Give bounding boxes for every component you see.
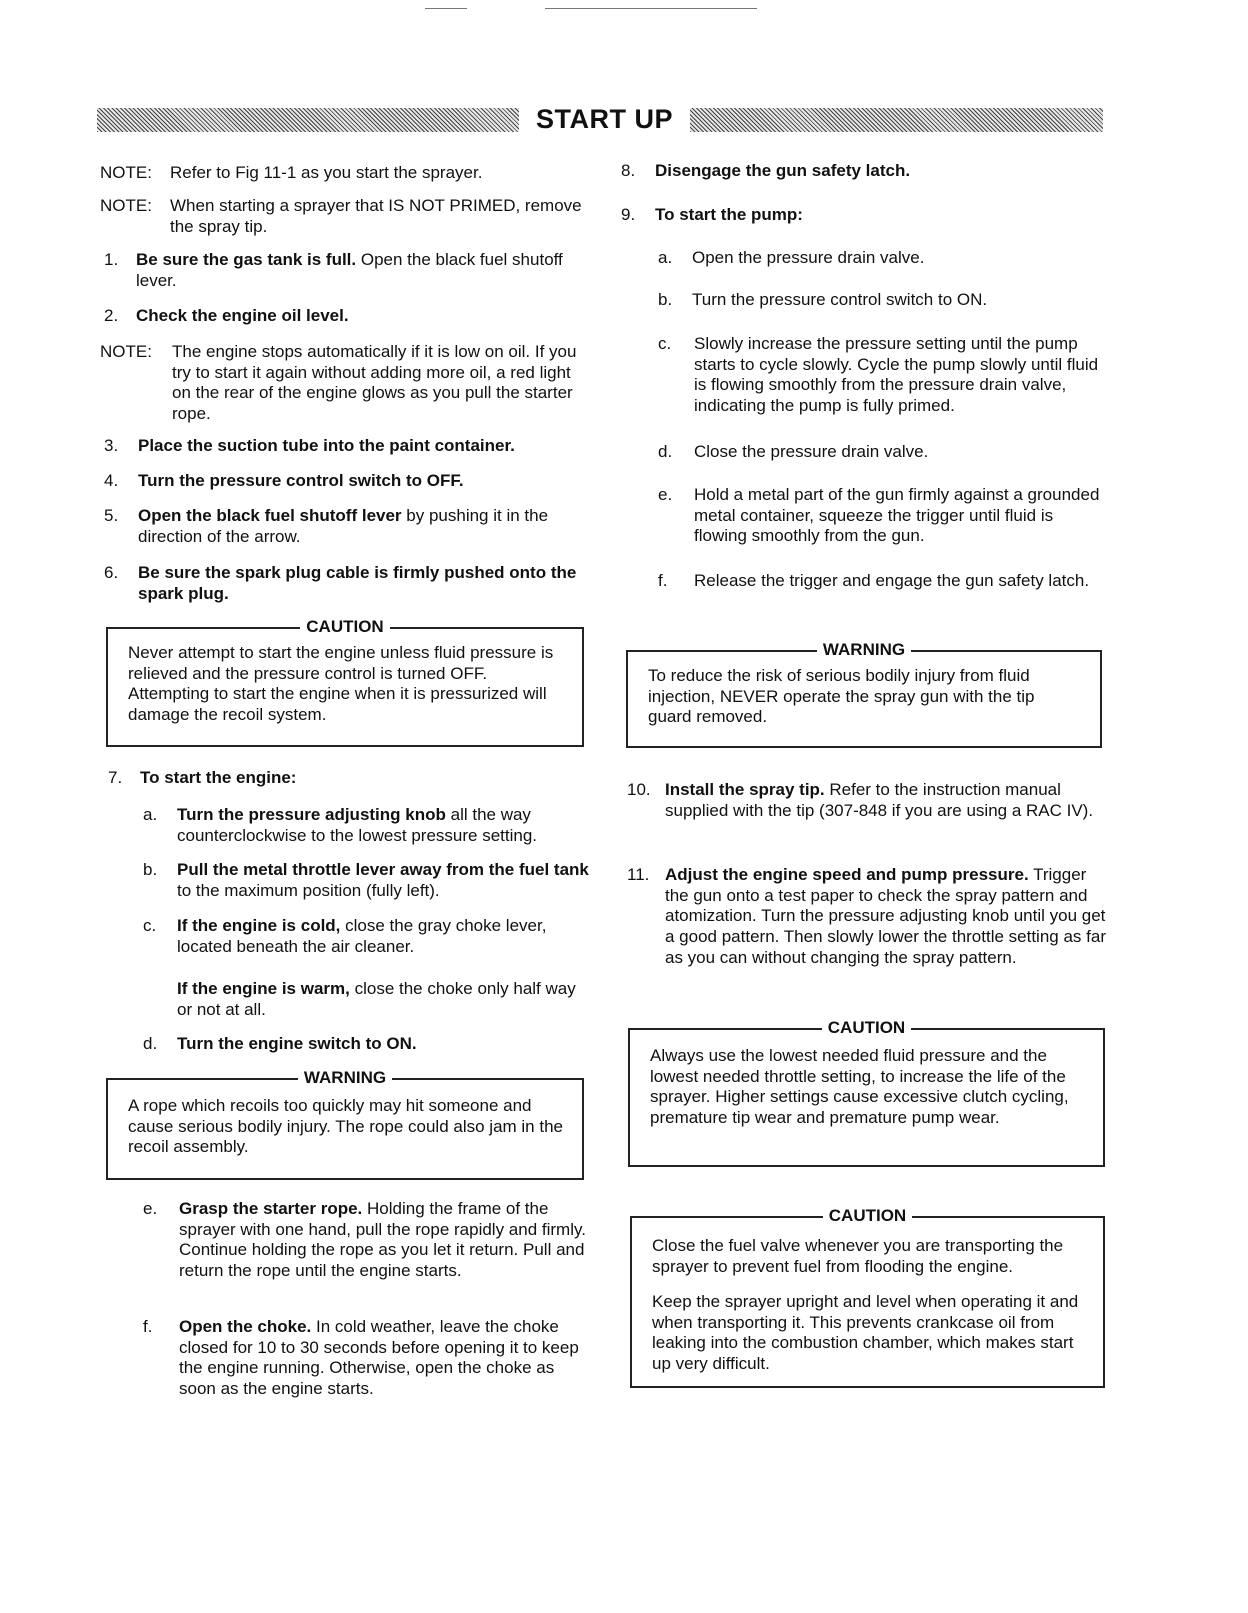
step-1 bbox=[104, 250, 590, 291]
hatch-left bbox=[97, 108, 519, 132]
step-letter: e. bbox=[658, 485, 673, 504]
step-letter: a. bbox=[143, 805, 158, 824]
step-text: Holding the frame of the sprayer with one hand, pull the rope rapidly and firmly. Continue holding the rope as you let it return. Pull and return the rope until the engine starts. bbox=[179, 1199, 586, 1281]
step-bold: Turn the pressure adjusting knob bbox=[177, 805, 446, 824]
step-number: 6. bbox=[104, 563, 119, 582]
step-bold: Check the engine oil level. bbox=[136, 306, 349, 325]
caution-title: CAUTION bbox=[822, 1018, 911, 1037]
step-7 bbox=[108, 768, 590, 789]
caution-box-3 bbox=[630, 1206, 1105, 1388]
step-text: Turn the pressure control switch to ON. bbox=[692, 290, 988, 309]
step-7c bbox=[143, 916, 593, 957]
warning-text: To reduce the risk of serious bodily injury from fluid injection, NEVER operate the spray gun with the tip guard removed. bbox=[648, 666, 1035, 727]
caution-text: Always use the lowest needed fluid pressure and the lowest needed throttle setting, to increase the life of the sprayer. Higher settings cause excessive clutch cycling, premature tip wear and premature pump wear. bbox=[650, 1046, 1069, 1128]
header-rule-2 bbox=[545, 8, 757, 9]
step-bold: Pull the metal throttle lever away from the fuel tank bbox=[177, 860, 589, 879]
step-9 bbox=[621, 205, 1111, 226]
caution-box-1 bbox=[106, 617, 584, 747]
step-text: by pushing it in the direction of the arrow. bbox=[138, 506, 549, 546]
step-text: Open the black fuel shutoff lever. bbox=[136, 250, 563, 290]
step-3 bbox=[104, 436, 590, 457]
step-text: Trigger the gun onto a test paper to check the spray pattern and atomization. Turn the pressure adjusting knob until you get a good pattern. Then slowly lower the throttle setting as far as you can without changing the spray pattern. bbox=[665, 865, 1106, 967]
step-4 bbox=[104, 471, 590, 492]
caution-title: CAUTION bbox=[300, 617, 389, 636]
step-text: Release the trigger and engage the gun safety latch. bbox=[694, 571, 1090, 590]
step-7f bbox=[143, 1317, 595, 1400]
step-7b bbox=[143, 860, 593, 901]
step-6 bbox=[104, 563, 590, 604]
step-bold: Install the spray tip. bbox=[665, 780, 825, 799]
step-bold: Turn the pressure control switch to OFF. bbox=[138, 471, 464, 490]
step-number: 11. bbox=[627, 865, 650, 884]
step-bold: Open the choke. bbox=[179, 1317, 312, 1336]
step-7e bbox=[143, 1199, 595, 1282]
step-number: 9. bbox=[621, 205, 636, 224]
step-letter: b. bbox=[658, 290, 673, 309]
step-bold: Turn the engine switch to ON. bbox=[177, 1034, 417, 1053]
step-bold: If the engine is warm, bbox=[177, 979, 350, 998]
warning-text: A rope which recoils too quickly may hit someone and cause serious bodily injury. The rope could also jam in the recoil assembly. bbox=[128, 1096, 563, 1157]
step-letter: e. bbox=[143, 1199, 158, 1218]
step-7a bbox=[143, 805, 593, 846]
step-letter: b. bbox=[143, 860, 158, 879]
note-label: NOTE: bbox=[100, 196, 152, 215]
header-rule-1 bbox=[425, 8, 467, 9]
step-9d bbox=[658, 442, 1110, 463]
step-bold: Be sure the spark plug cable is firmly pushed onto the spark plug. bbox=[138, 563, 577, 603]
warning-title: WARNING bbox=[298, 1068, 392, 1087]
step-text: Open the pressure drain valve. bbox=[692, 248, 925, 267]
note-text: The engine stops automatically if it is low on oil. If you try to start it again without adding more oil, a red light on the rear of the engine glows as you pull the starter rope. bbox=[172, 342, 577, 424]
step-text: In cold weather, leave the choke closed for 10 to 30 seconds before opening it to keep the engine running. Otherwise, open the choke as soon as the engine starts. bbox=[179, 1317, 579, 1399]
step-letter: a. bbox=[658, 248, 673, 267]
step-bold: Disengage the gun safety latch. bbox=[655, 161, 911, 180]
step-number: 4. bbox=[104, 471, 119, 490]
step-bold: Adjust the engine speed and pump pressure. bbox=[665, 865, 1029, 884]
caution-text-1: Close the fuel valve whenever you are transporting the sprayer to prevent fuel from flooding the engine. bbox=[652, 1236, 1064, 1276]
note-2 bbox=[100, 196, 590, 237]
step-7c-warm bbox=[177, 979, 593, 1020]
step-letter: c. bbox=[143, 916, 157, 935]
note-label: NOTE: bbox=[100, 342, 152, 361]
step-letter: d. bbox=[143, 1034, 158, 1053]
caution-text-2: Keep the sprayer upright and level when operating it and when transporting it. This prevents crankcase oil from leaking into the combustion chamber, which makes start up very difficult. bbox=[652, 1292, 1079, 1374]
note-text: When starting a sprayer that IS NOT PRIMED, remove the spray tip. bbox=[170, 196, 582, 236]
note-label: NOTE: bbox=[100, 163, 152, 182]
step-number: 10. bbox=[627, 780, 651, 799]
step-number: 2. bbox=[104, 306, 119, 325]
step-letter: c. bbox=[658, 334, 672, 353]
caution-title: CAUTION bbox=[823, 1206, 912, 1225]
step-bold: To start the pump: bbox=[655, 205, 803, 224]
step-text: close the gray choke lever, located beneath the air cleaner. bbox=[177, 916, 547, 956]
step-9b bbox=[658, 290, 1110, 311]
step-text: Slowly increase the pressure setting until the pump starts to cycle slowly. Cycle the pump slowly until fluid is flowing smoothly from the pressure drain valve, indicating the pump is fully primed. bbox=[694, 334, 1099, 416]
step-bold: Open the black fuel shutoff lever bbox=[138, 506, 402, 525]
step-text: to the maximum position (fully left). bbox=[177, 880, 440, 900]
section-header bbox=[0, 104, 1248, 134]
step-text: all the way counterclockwise to the lowest pressure setting. bbox=[177, 805, 538, 845]
step-bold: To start the engine: bbox=[140, 768, 297, 787]
step-8 bbox=[621, 161, 1111, 182]
step-2 bbox=[104, 306, 590, 327]
step-number: 1. bbox=[104, 250, 119, 269]
step-letter: f. bbox=[143, 1317, 153, 1336]
note-3 bbox=[100, 342, 590, 425]
step-text: Close the pressure drain valve. bbox=[694, 442, 929, 461]
warning-box-1 bbox=[106, 1068, 584, 1180]
warning-title: WARNING bbox=[817, 640, 911, 659]
step-9f bbox=[658, 571, 1110, 592]
step-7d bbox=[143, 1034, 593, 1055]
warning-box-2 bbox=[626, 640, 1102, 748]
step-bold: Be sure the gas tank is full. bbox=[136, 250, 357, 269]
step-9e bbox=[658, 485, 1110, 547]
step-5 bbox=[104, 506, 590, 547]
step-bold: If the engine is cold, bbox=[177, 916, 341, 935]
step-number: 7. bbox=[108, 768, 123, 787]
step-10 bbox=[627, 780, 1113, 821]
step-9c bbox=[658, 334, 1110, 417]
step-number: 3. bbox=[104, 436, 119, 455]
step-number: 8. bbox=[621, 161, 636, 180]
hatch-right bbox=[690, 108, 1103, 132]
step-bold: Grasp the starter rope. bbox=[179, 1199, 363, 1218]
step-text: close the choke only half way or not at all. bbox=[177, 979, 576, 1019]
section-title: START UP bbox=[536, 104, 673, 134]
caution-box-2 bbox=[628, 1018, 1105, 1167]
step-letter: d. bbox=[658, 442, 673, 461]
note-1 bbox=[100, 163, 590, 184]
step-9a bbox=[658, 248, 1110, 269]
note-text: Refer to Fig 11-1 as you start the sprayer. bbox=[170, 163, 483, 182]
step-letter: f. bbox=[658, 571, 668, 590]
step-text: Refer to the instruction manual supplied with the tip (307-848 if you are using a RAC IV). bbox=[665, 780, 1094, 820]
step-text: Hold a metal part of the gun firmly against a grounded metal container, squeeze the trigger until fluid is flowing smoothly from the gun. bbox=[694, 485, 1100, 546]
step-number: 5. bbox=[104, 506, 119, 525]
step-bold: Place the suction tube into the paint container. bbox=[138, 436, 515, 455]
caution-text: Never attempt to start the engine unless fluid pressure is relieved and the pressure control is turned OFF. Attempting to start the engine when it is pressurized will damage the recoil system. bbox=[128, 643, 554, 725]
step-11 bbox=[627, 865, 1113, 969]
